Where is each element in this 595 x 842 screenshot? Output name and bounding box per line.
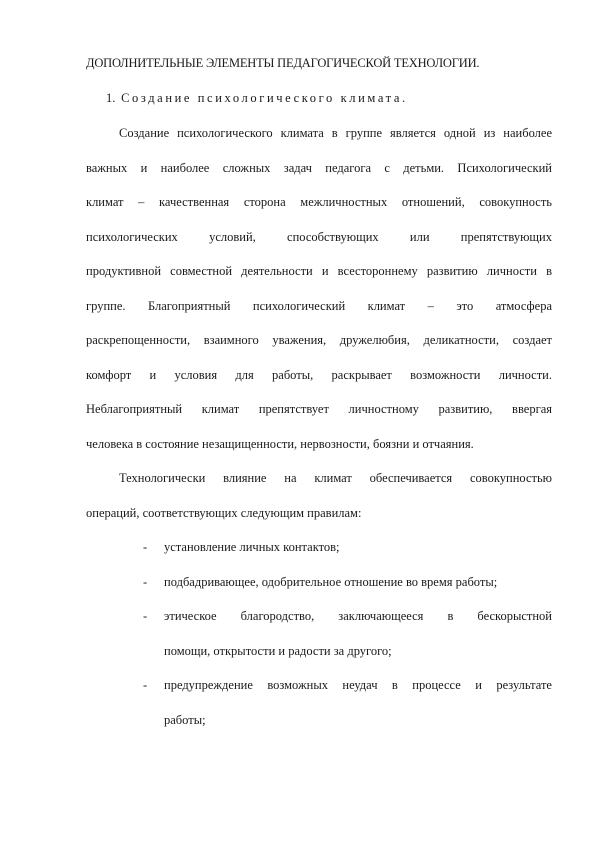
list-item-text: этическое благородство, заключающееся в бескорыстной xyxy=(164,609,552,623)
paragraph-1-line: Создание психологического климата в группе является одной из наиболее xyxy=(119,126,552,140)
bullet-dash: - xyxy=(143,678,148,692)
section-title-text: Создание психологического климата. xyxy=(121,91,408,105)
list-item-text: подбадривающее, одобрительное отношение во время работы; xyxy=(164,575,498,589)
paragraph-1-line: Неблагоприятный климат препятствует личностному развитию, ввергая xyxy=(86,402,552,416)
section-title xyxy=(106,91,408,106)
bullet-dash: - xyxy=(143,609,148,623)
paragraph-1-line: климат – качественная сторона межличностных отношений, совокупность xyxy=(86,195,552,209)
list-item-text: установление личных контактов; xyxy=(164,540,340,554)
list-item-text: предупреждение возможных неудач в процессе и результате xyxy=(164,678,552,692)
paragraph-1-line: важных и наиболее сложных задач педагога с детьми. Психологический xyxy=(86,161,552,175)
paragraph-1-line: комфорт и условия для работы, раскрывает возможности личности. xyxy=(86,368,552,382)
paragraph-2-line: Технологически влияние на климат обеспечивается совокупностью xyxy=(119,471,552,485)
paragraph-1-line: психологических условий, способствующих или препятствующих xyxy=(86,230,552,244)
bullet-dash: - xyxy=(143,540,148,554)
paragraph-2-line: операций, соответствующих следующим правилам: xyxy=(86,506,362,520)
paragraph-1-line: человека в состояние незащищенности, нервозности, боязни и отчаяния. xyxy=(86,437,474,451)
paragraph-1-line: продуктивной совместной деятельности и всестороннему развитию личности в xyxy=(86,264,552,278)
bullet-dash: - xyxy=(143,575,148,589)
paragraph-1-line: раскрепощенности, взаимного уважения, дружелюбия, деликатности, создает xyxy=(86,333,552,347)
list-item-text: помощи, открытости и радости за другого; xyxy=(164,644,392,658)
paragraph-1-line: группе. Благоприятный психологический климат – это атмосфера xyxy=(86,299,552,313)
document-heading: ДОПОЛНИТЕЛЬНЫЕ ЭЛЕМЕНТЫ ПЕДАГОГИЧЕСКОЙ ТЕХНОЛОГИИ. xyxy=(86,56,480,70)
section-number: 1. xyxy=(106,91,116,105)
list-item-text: работы; xyxy=(164,713,206,727)
